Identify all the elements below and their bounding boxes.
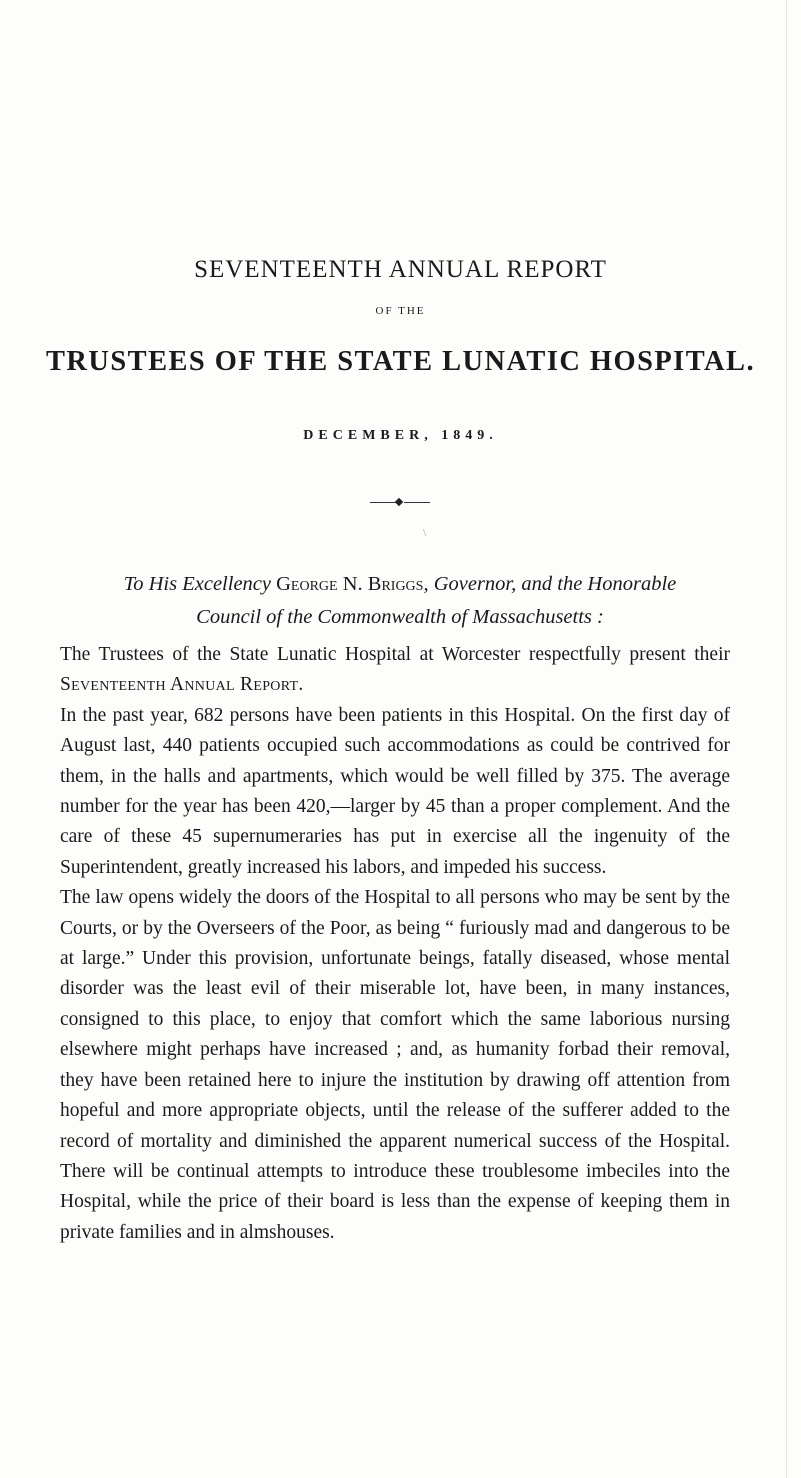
report-name: Seventeenth Annual Report: [60, 674, 299, 696]
address-rest: , Governor, and the Honorable: [423, 573, 677, 595]
ornamental-divider: [0, 498, 801, 508]
paragraph-3: The law opens widely the doors of the Hospital to all persons who may be sent by the Courts, or by the Overseers of the Poor, as being “ furiously mad and dangerous to be at large.” Under this provision, unfortunate beings, fatally diseased, whose mental disorder was the least evil of their miserable lot, have been, in many instances, consigned to this place, to enjoy that comfort which the same laborious nursing elsewhere might perhaps have increased ; and, as humanity forbad their removal, they have been retained here to injure the institution by drawing off attention from hopeful and more appropriate objects, until the release of the sufferer added to the record of mortality and diminished the apparent numerical success of the Hospital. There will be continual attempts to introduce these troublesome imbeciles into the Hospital, while the price of their board is less than the expense of keeping them in private families and in almshouses.: [60, 887, 730, 1243]
paragraph-1-text: The Trustees of the State Lunatic Hospital at Worcester respectfully present their: [60, 644, 730, 665]
address-to: To His Excellency: [123, 573, 277, 595]
report-title: SEVENTEENTH ANNUAL REPORT: [194, 256, 607, 283]
of-the-label: OF THE: [375, 305, 426, 317]
diamond-icon: [395, 498, 403, 506]
page-edge-line: [786, 0, 787, 1478]
divider-line-right: [404, 502, 430, 503]
paragraph-1: [60, 640, 730, 701]
address-salutation: [60, 568, 740, 634]
report-body: [60, 640, 730, 1248]
paragraph-2: In the past year, 682 persons have been patients in this Hospital. On the first day of August last, 440 patients occupied such accommodations as could be contrived for them, in the halls and apartments, which would be well filled by 375. The average number for the year has been 420,—larger by 45 than a proper complement. And the care of these 45 supernumeraries has put in exercise all the ingenuity of the Superintendent, greatly increased his labors, and impeded his success.: [60, 704, 730, 878]
divider-line-left: [370, 502, 396, 503]
address-line-2: Council of the Commonwealth of Massachusetts :: [196, 606, 604, 628]
institution-title: TRUSTEES OF THE STATE LUNATIC HOSPITAL.: [45, 345, 756, 377]
governor-name: George N. Briggs: [276, 573, 424, 595]
paragraph-1-end: .: [298, 674, 304, 696]
report-date: DECEMBER, 1849.: [303, 428, 498, 443]
stray-mark: \: [423, 527, 427, 539]
